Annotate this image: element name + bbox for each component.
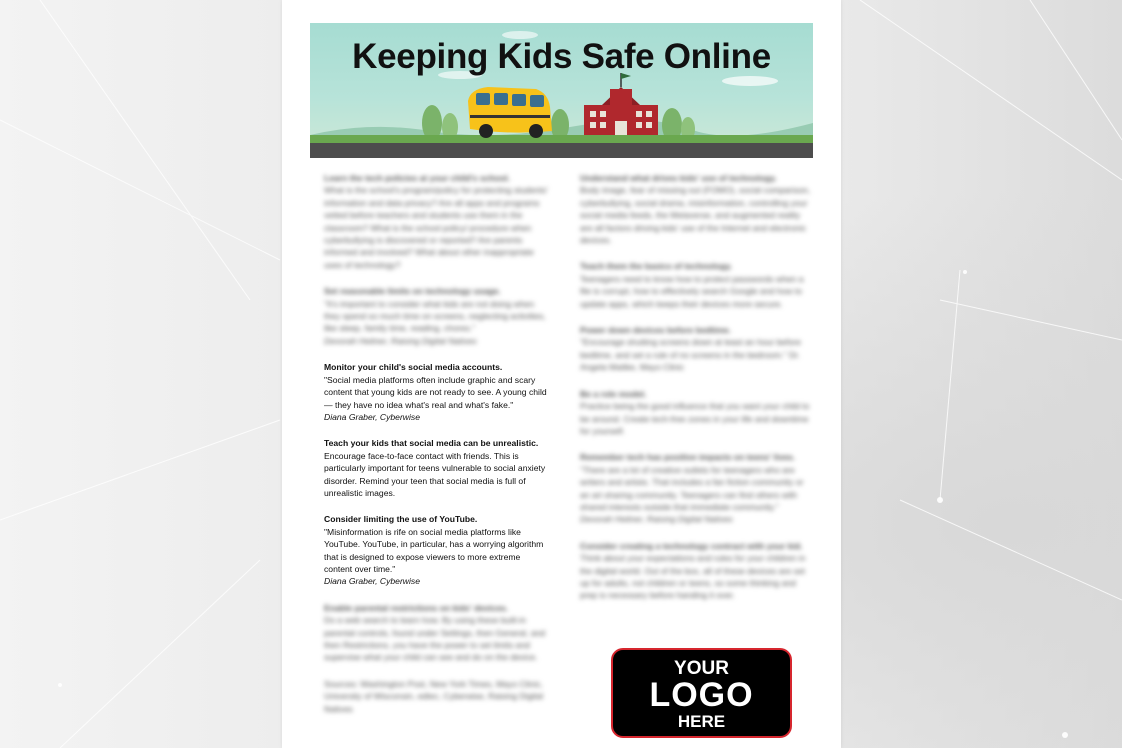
tip-block (324, 513, 549, 587)
tip-body: "Social media platforms often include graphic and scary content that young kids are not ready to see. A young child — they have no idea what's real and what's fake." (324, 374, 547, 410)
tip-heading: Be a role model. (580, 388, 647, 399)
tip-citation: Devorah Heitner, Raising Digital Natives (324, 335, 477, 346)
tip-heading: Set reasonable limits on technology usage. (324, 286, 501, 297)
tip-block (580, 388, 815, 438)
tip-block (580, 324, 815, 374)
header-banner (310, 23, 813, 158)
tip-heading: Enable parental restrictions on kids' devices. (324, 602, 509, 613)
logo-line-logo: LOGO (649, 676, 754, 714)
tip-heading: Remember tech has positive impacts on teens' lives. (580, 452, 796, 463)
tip-heading: Power down devices before bedtime. (580, 325, 731, 336)
school-bus-icon (468, 87, 552, 138)
tip-block (580, 451, 815, 525)
tip-citation: Diana Graber, Cyberwise (324, 411, 421, 422)
tip-heading: Consider limiting the use of YouTube. (324, 514, 478, 525)
tip-block (324, 361, 549, 423)
right-column (580, 172, 815, 616)
tip-body: Encourage face-to-face contact with friends. This is particularly important for teens vulnerable to social anxiety disorder. Remind your teen that social media is full of unrealistic images. (324, 450, 546, 498)
document-page (282, 0, 841, 748)
tip-body: What is the school's program/policy for protecting students' information and data privacy? Are all apps and programs vetted before teachers and students use them in the classroom? What is the school policy/ procedure when cyberbullying is discovered or reported? Are parents informed and involved? What about other inappropriate uses of technology? (324, 185, 548, 270)
left-column (324, 172, 549, 729)
tip-body: Teenagers need to know how to protect passwords when a file is corrupt, how to effectively search Google and how to update apps, which keeps their devices more secure. (580, 273, 804, 309)
tip-heading: Understand what drives kids' use of technology. (580, 173, 777, 183)
tip-body: "Misinformation is rife on social media platforms like YouTube. YouTube, in particular, has a worrying algorithm that is designed to expose viewers to more extreme content over time." (324, 526, 544, 574)
logo-line-your: YOUR (674, 658, 729, 679)
tip-body: Body image, fear of missing out (FOMO), social comparison, cyberbullying, social drama, misinformation, controlling your social media feeds, the Metaverse, and augmented reality are all factors driving kids' use of the Internet and electronic devices. (580, 185, 811, 246)
tip-body: Practice being the good influence that you want your child to be around. Create tech-free zones in your life and downtime for yourself. (580, 401, 810, 436)
tip-citation: Diana Graber, Cyberwise (324, 576, 421, 587)
tip-heading: Monitor your child's social media accounts. (324, 362, 503, 373)
tip-heading: Teach them the basics of technology. (580, 261, 733, 272)
page-title: Keeping Kids Safe Online (352, 37, 771, 76)
tip-body: "Encourage shutting screens down at least an hour before bedtime, and set a rule of no screens in the bedroom." Dr. Angela Mattke, Mayo Clinic (580, 337, 801, 373)
sources-text: Sources: Washington Post, New York Times, Mayo Clinic, University of Wisconsin, edtec, Cyberwise, Raising Digital Natives (324, 678, 544, 714)
tip-heading: Teach your kids that social media can be unrealistic. (324, 438, 539, 449)
tip-block (324, 285, 549, 347)
school-building-icon (584, 73, 658, 135)
sources-note (324, 678, 549, 715)
tip-block (324, 172, 549, 271)
tip-body: Do a web search to learn how. By using these built-in parental controls, found under Settings, then General, and then Restrictions, you have the power to set limits and supervise what your child can see and do on the device. (324, 615, 546, 663)
tip-heading: Learn the tech policies at your child's school. (324, 173, 510, 183)
logo-line-here: HERE (677, 712, 726, 731)
tip-block (324, 602, 549, 664)
tip-block (580, 260, 815, 310)
tip-body: "It's important to consider what kids are not doing when they spend so much time on screens, neglecting activities, like sleep, family time, reading, chores." (324, 298, 546, 334)
tip-block (580, 540, 815, 602)
tip-body: "There are a lot of creative outlets for teenagers who are writers and artists. That includes a fan fiction community or an art sharing community. Teenagers can find others with shared interests outside that immediate community." (580, 464, 804, 512)
tip-block (580, 172, 815, 246)
tip-heading: Consider creating a technology contract with your kid. (580, 540, 803, 551)
tip-citation: Devorah Heitner, Raising Digital Natives (580, 514, 733, 525)
tip-body: Think about your expectations and rules for your children in the digital world. Out of the box, all of these devices are set up for adults, not children or teens, so some thinking and prep is necessary before handing it over. (580, 553, 806, 601)
tip-block (324, 437, 549, 499)
logo-placeholder (611, 648, 792, 738)
